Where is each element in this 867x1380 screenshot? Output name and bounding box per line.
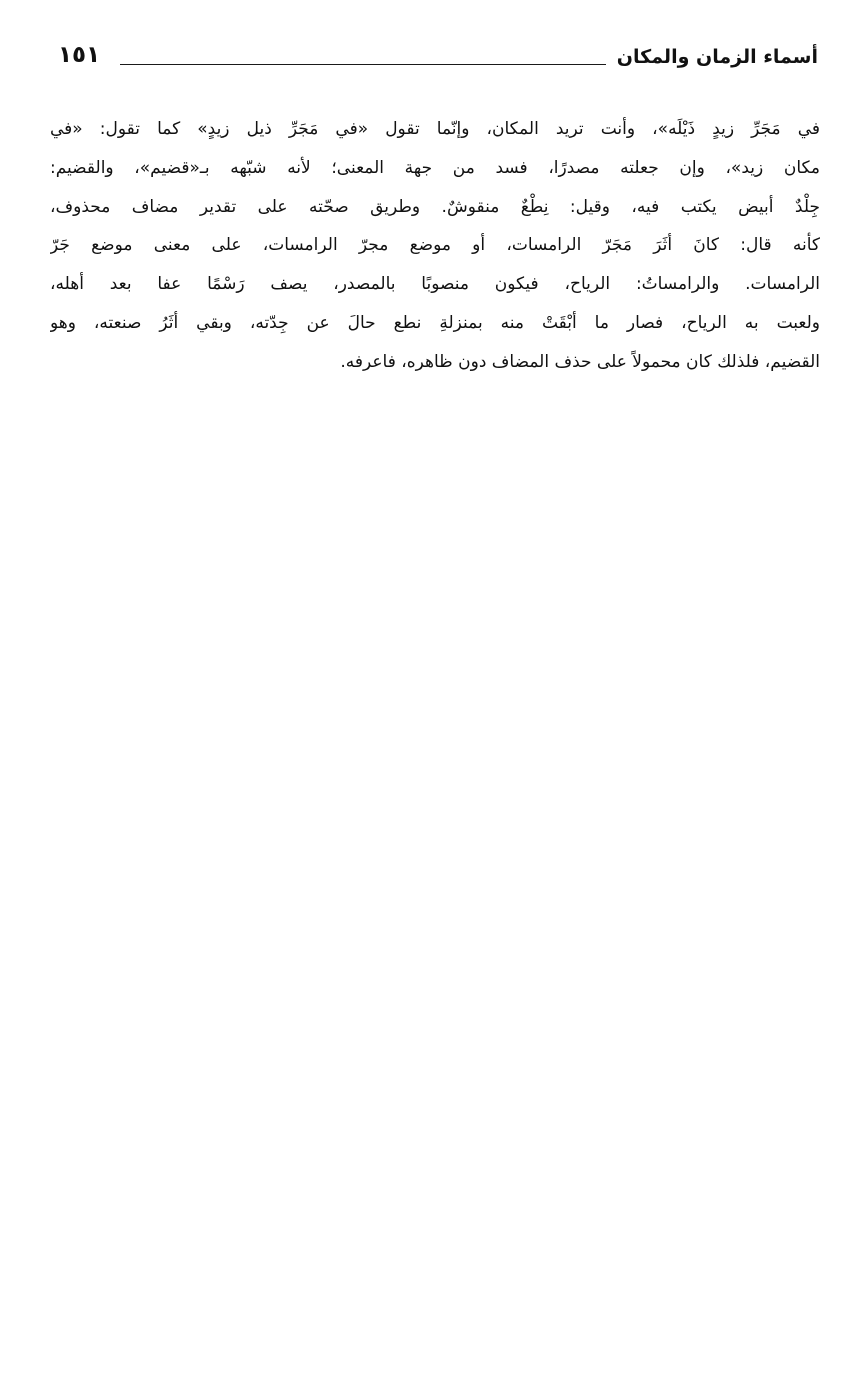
text-line: جِلْدٌ أبيض يكتب فيه، وقيل: نِطْعٌ منقوشٌ. وطريق صحّته على تقدير مضاف محذوف، (50, 196, 820, 217)
text-line: القضيم، فلذلك كان محمولاً على حذف المضاف دون ظاهره، فاعرفه. (340, 351, 820, 372)
running-title: أسماء الزمان والمكان (616, 46, 818, 68)
header-rule (120, 64, 606, 65)
text-line: ولعبت به الرياح، فصار ما أبْقَتْ منه بمنزلةِ نطع حالَ عن جِدّته، وبقي أثَرُ صنعته، وهو (50, 312, 820, 333)
text-line: في مَجَرِّ زيدٍ ذَيْلَه»، وأنت تريد المكان، وإنّما تقول «في مَجَرِّ ذيل زيدٍ» كما تقول: «في (50, 119, 820, 139)
page-number: ١٥١ (58, 42, 101, 68)
text-line: مكان زيد»، وإن جعلته مصدرًا، فسد من جهة المعنى؛ لأنه شبّهه بـ«قضيم»، والقضيم: (50, 157, 820, 178)
text-line: الرامسات. والرامساتُ: الرياح، فيكون منصوبًا بالمصدر، يصف رَسْمًا عفا بعد أهله، (50, 274, 820, 295)
body-paragraph (50, 110, 820, 382)
text-line: كأنه قال: كانَ أثَرَ مَجَرّ الرامسات، أو موضع مجرّ الرامسات، على معنى موضع جَرّ (50, 235, 820, 256)
page-header (58, 38, 818, 78)
